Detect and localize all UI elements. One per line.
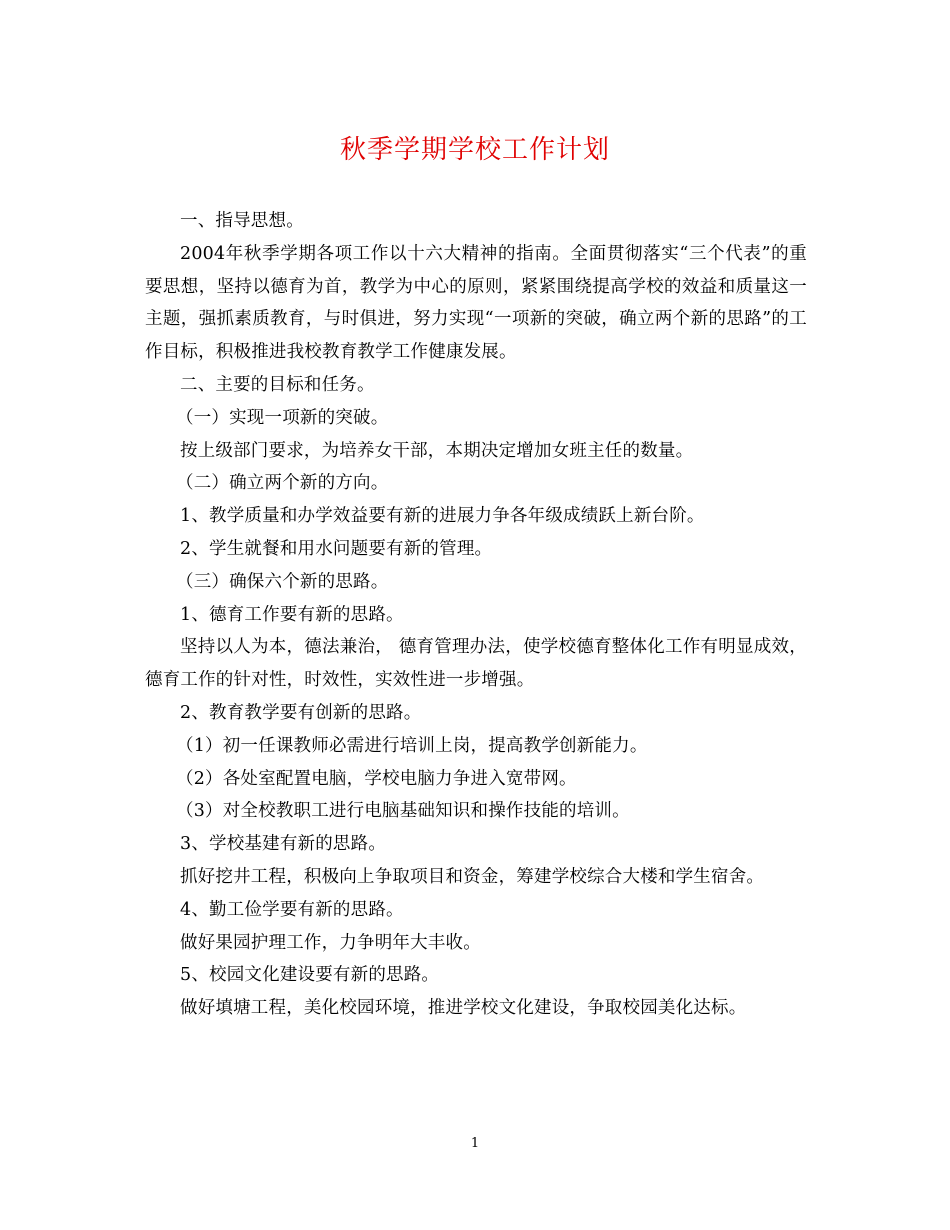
list-item-moral-education: 1、德育工作要有新的思路。 [180,604,404,625]
list-item-teaching-quality: 1、教学质量和办学效益要有新的进展力争各年级成绩跃上新台阶。 [180,506,705,527]
subheading-one-breakthrough: （一）实现一项新的突破。 [176,407,389,428]
document-body [145,205,807,1025]
subheading-two-directions: （二）确立两个新的方向。 [176,473,389,494]
list-item-teaching-innovation: 2、教育教学要有创新的思路。 [180,702,422,723]
paragraph-orchard: 做好果园护理工作，力争明年大丰收。 [180,932,481,953]
paragraph-female-head-teachers: 按上级部门要求，为培养女干部，本期决定增加女班主任的数量。 [180,440,694,461]
sub-item-computer-training: （3）对全校教职工进行电脑基础知识和操作技能的培训。 [176,801,630,822]
section-heading-guiding-ideology: 一、指导思想。 [180,211,304,231]
document-title: 秋季学期学校工作计划 [339,135,610,165]
list-item-dining-water: 2、学生就餐和用水问题要有新的管理。 [180,538,493,559]
list-item-campus-culture: 5、校园文化建设要有新的思路。 [180,965,440,986]
paragraph-infrastructure: 抓好挖井工程，积极向上争取项目和资金，筹建学校综合大楼和学生宿舍。 [180,866,765,887]
paragraph-guiding-ideology: 2004年秋季学期各项工作以十六大精神的指南。全面贯彻落实“三个代表”的重要思想，坚持以德育为首，教学为中心的原则，紧紧围绕提高学校的效益和质量这一主题，强抓素质教育，与时俱进，努力实现“一项新的突破，确立两个新的思路”的工作目标，积极推进我校教育教学工作健康发展。 [145,243,807,363]
subheading-six-ideas: （三）确保六个新的思路。 [176,571,389,592]
section-heading-main-goals: 二、主要的目标和任务。 [180,374,375,395]
list-item-work-study: 4、勤工俭学要有新的思路。 [180,899,404,920]
page-number: 1 [470,1136,480,1151]
list-item-infrastructure: 3、学校基建有新的思路。 [180,834,387,855]
paragraph-moral-education: 坚持以人为本，德法兼治， 德育管理办法，使学校德育整体化工作有明显成效，德育工作的针对性，时效性，实效性进一步增强。 [145,637,807,691]
sub-item-computers: （2）各处室配置电脑，学校电脑力争进入宽带网。 [176,768,577,789]
sub-item-teacher-training: （1）初一任课教师必需进行培训上岗，提高教学创新能力。 [176,735,648,756]
paragraph-campus-beautification: 做好填塘工程，美化校园环境，推进学校文化建设，争取校园美化达标。 [180,998,747,1019]
